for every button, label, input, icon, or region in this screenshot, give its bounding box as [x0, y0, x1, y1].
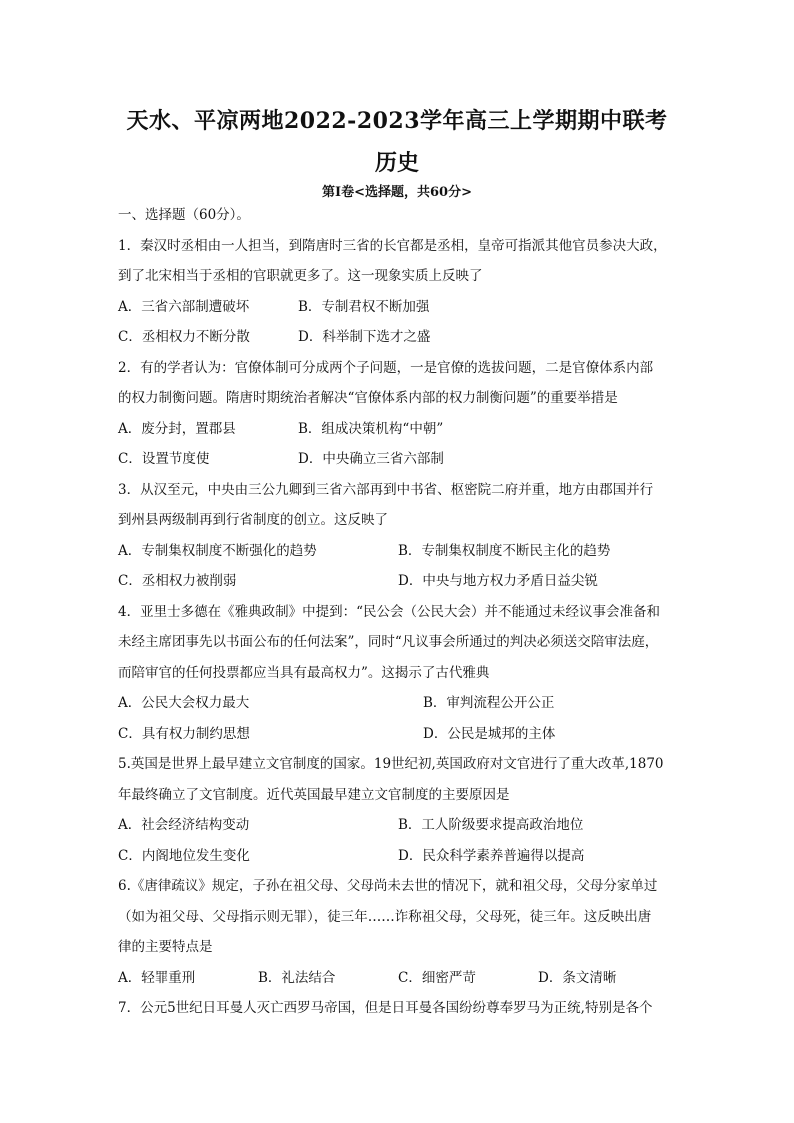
option-a[interactable]: A．轻罪重刑 [118, 969, 196, 986]
option-d[interactable]: D．公民是城邦的主体 [423, 725, 556, 742]
option-a[interactable]: A．社会经济结构变动 [118, 817, 250, 833]
exam-subject: 历史 [374, 150, 419, 176]
question-1 [118, 231, 678, 353]
question-3 [118, 475, 678, 597]
option-row [118, 536, 678, 567]
option-row [118, 810, 678, 841]
question-text-line: 而陪审官的任何投票都应当具有最高权力”。这揭示了古代雅典 [118, 664, 490, 681]
option-row [118, 841, 678, 872]
option-b[interactable]: B．工人阶级要求提高政治地位 [398, 817, 584, 833]
question-6 [118, 871, 678, 993]
option-row [118, 322, 678, 353]
option-row [118, 292, 678, 323]
option-b[interactable]: B．审判流程公开公正 [423, 695, 555, 711]
question-text-line: 6.《唐律疏议》规定，子孙在祖父母、父母尚未去世的情况下，就和祖父母，父母分家单过 [118, 878, 658, 894]
option-row [118, 719, 678, 750]
option-d[interactable]: D．民众科学素养普遍得以提高 [398, 847, 585, 864]
option-b[interactable]: B．组成决策机构“中朝” [298, 420, 444, 437]
question-7 [118, 993, 678, 1024]
option-row [118, 444, 678, 475]
option-d[interactable]: D．中央与地方权力矛盾日益尖锐 [398, 573, 598, 589]
option-c[interactable]: C．设置节度使 [118, 451, 210, 467]
option-a[interactable]: A．三省六部制遭破坏 [118, 298, 250, 315]
section-heading: 第I卷<选择题，共60分> [322, 185, 472, 200]
option-c[interactable]: C．丞相权力不断分散 [118, 329, 250, 345]
question-text-line: 2．有的学者认为：官僚体制可分成两个子问题，一是官僚的选拔问题，二是官僚体系内部 [118, 359, 654, 376]
option-row [118, 688, 678, 719]
option-row [118, 566, 678, 597]
option-d[interactable]: D．科举制下选才之盛 [298, 329, 431, 345]
question-text-line: 7．公元5世纪日耳曼人灭亡西罗马帝国，但是日耳曼各国纷纷尊奉罗马为正统,特别是各个 [118, 1000, 653, 1016]
option-c[interactable]: C．丞相权力被削弱 [118, 573, 237, 589]
option-c[interactable]: C．细密严苛 [398, 969, 476, 986]
option-c[interactable]: C．具有权力制约思想 [118, 725, 250, 742]
part-heading: 一、选择题（60分）。 [118, 207, 250, 223]
exam-title: 天水、平凉两地2022-2023学年高三上学期期中联考 [126, 108, 668, 134]
question-text-line: 1．秦汉时丞相由一人担当，到隋唐时三省的长官都是丞相，皇帝可指派其他官员参决大政， [118, 237, 667, 254]
option-row [118, 963, 678, 994]
question-text-line: 律的主要特点是 [118, 939, 213, 955]
question-4 [118, 597, 678, 750]
option-a[interactable]: A．废分封，置郡县 [118, 420, 236, 437]
question-text-line: 到州县两级制再到行省制度的创立。这反映了 [118, 512, 388, 528]
option-b[interactable]: B．专制君权不断加强 [298, 298, 430, 315]
question-text-line: （如为祖父母、父母指示则无罪），徒三年……诈称祖父母，父母死，徒三年。这反映出唐 [118, 908, 652, 925]
option-b[interactable]: B．礼法结合 [258, 969, 336, 986]
option-a[interactable]: A．公民大会权力最大 [118, 695, 250, 711]
question-text-line: 未经主席团事先以书面公布的任何法案”，同时“凡议事会所通过的判决必须送交陪审法庭， [118, 634, 659, 650]
question-text-line: 4．亚里士多德在《雅典政制》中提到：“民公会（公民大会）并不能通过未经议事会准备和 [118, 603, 660, 620]
question-5 [118, 749, 678, 871]
question-2 [118, 353, 678, 475]
option-b[interactable]: B．专制集权制度不断民主化的趋势 [398, 542, 611, 559]
question-text-line: 年最终确立了文官制度。近代英国最早建立文官制度的主要原因是 [118, 786, 510, 803]
question-text-line: 到了北宋相当于丞相的官职就更多了。这一现象实质上反映了 [118, 268, 483, 284]
question-text-line: 5.英国是世界上最早建立文官制度的国家。19世纪初,英国政府对文官进行了重大改革,1870 [118, 756, 664, 772]
option-c[interactable]: C．内阁地位发生变化 [118, 847, 250, 864]
question-list [118, 200, 678, 1024]
option-a[interactable]: A．专制集权制度不断强化的趋势 [118, 542, 317, 559]
question-text-line: 的权力制衡问题。隋唐时期统治者解决“官僚体系内部的权力制衡问题”的重要举措是 [118, 390, 618, 406]
option-row [118, 414, 678, 445]
question-text-line: 3．从汉至元，中央由三公九卿到三省六部再到中书省、枢密院二府并重，地方由郡国并行 [118, 481, 654, 498]
option-d[interactable]: D．中央确立三省六部制 [298, 451, 444, 467]
option-d[interactable]: D．条文清晰 [538, 969, 617, 986]
